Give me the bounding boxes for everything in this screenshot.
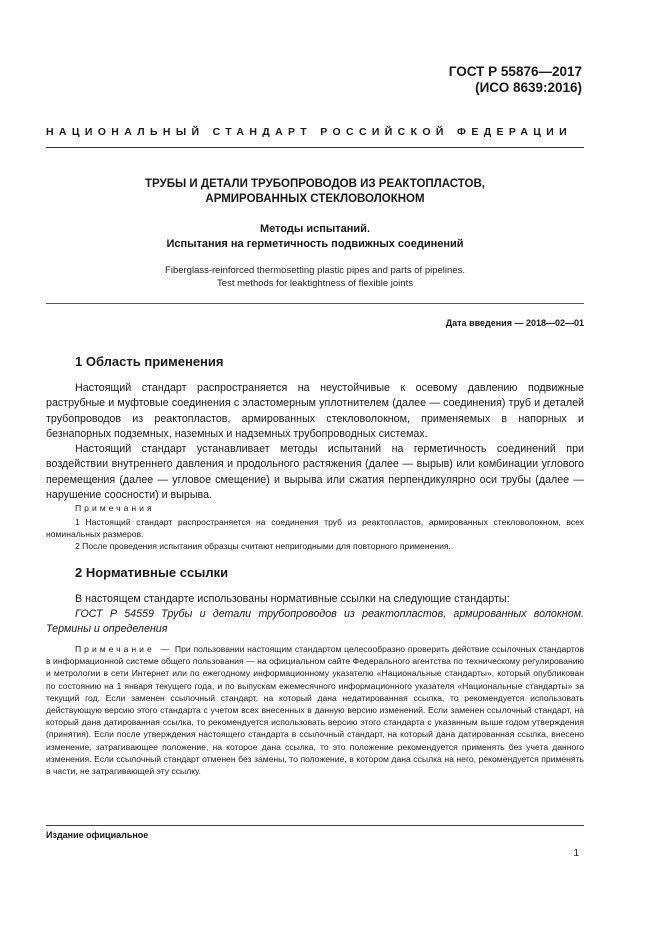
title-divider <box>46 303 584 304</box>
subtitle-line-2: Испытания на герметичность подвижных соединений <box>166 238 464 250</box>
section-2-note <box>46 643 584 777</box>
standard-number: ГОСТ Р 55876—2017 <box>448 64 582 79</box>
edition-label: Издание официальное <box>46 830 149 840</box>
document-subtitle <box>46 222 584 252</box>
intro-date: Дата введения — 2018—02—01 <box>445 318 584 328</box>
section-2-note-label: Примечание — <box>75 644 173 654</box>
title-line-1: ТРУБЫ И ДЕТАЛИ ТРУБОПРОВОДОВ ИЗ РЕАКТОПЛАСТОВ, <box>145 178 485 190</box>
notes-label-text: Примечания <box>75 503 155 513</box>
section-2-paragraph-1: В настоящем стандарте использованы нормативные ссылки на следующие стандарты: <box>75 593 510 605</box>
national-standard-banner: НАЦИОНАЛЬНЫЙ СТАНДАРТ РОССИЙСКОЙ ФЕДЕРАЦИИ <box>46 126 573 138</box>
document-title <box>46 177 584 207</box>
section-1-heading: 1 Область применения <box>75 354 224 369</box>
standard-id-block <box>449 64 582 96</box>
normative-reference <box>46 607 584 638</box>
iso-reference: (ИСО 8639:2016) <box>475 80 582 95</box>
english-title-line-2: Test methods for leaktightness of flexible joints <box>217 278 413 289</box>
section-1-paragraph-1: Настоящий стандарт распространяется на неустойчивые к осевому давлению подвижные раструбные и муфтовые соединения с эластомерным уплотнителем (далее — соединения) труб и деталей трубопроводов из реактопластов, армированных стекловолокном, применяемых в напорных и безнапорных подземных, наземных и надземных трубопроводных системах. <box>46 382 584 440</box>
note-1: 1 Настоящий стандарт распространяется на соединения труб из реактопластов, армированных стекловолокном, всех номинальных размеров. <box>46 517 584 540</box>
subtitle-line-1: Методы испытаний. <box>259 223 371 235</box>
section-1-paragraph-2: Настоящий стандарт устанавливает методы испытаний на герметичность соединений при воздействии внутреннего давления и продольного растяжения (далее — вырыв) или комбинации углового перемещения (далее — угловое смещение) и вырыва или сжатия перпендикулярно оси трубы (далее — нарушение соосности) и вырыва. <box>46 443 584 501</box>
note-2: 2 После проведения испытания образцы считают непригодными для повторного применения. <box>75 541 451 551</box>
footer-divider <box>46 825 584 826</box>
title-line-2: АРМИРОВАННЫХ СТЕКЛОВОЛОКНОМ <box>205 193 425 205</box>
notes-label <box>75 502 584 514</box>
section-2-heading: 2 Нормативные ссылки <box>75 565 229 580</box>
english-title <box>46 264 584 290</box>
english-title-line-1: Fiberglass-reinforced thermosetting plastic pipes and parts of pipelines. <box>165 265 465 276</box>
header-divider <box>46 147 584 148</box>
page-number: 1 <box>573 848 579 859</box>
normative-reference-text: ГОСТ Р 54559 Трубы и детали трубопроводов из реактопластов, армированных волокном. Термины и определения <box>46 608 584 636</box>
section-2-note-text: При пользовании настоящим стандартом целесообразно проверить действие ссылочных стандартов в информационной системе общего пользования — на официальном сайте Федерального агентства по техническому регулированию и метрологии в сети Интернет или по ежегодному информационному указателю «Национальные стандарты», который опубликован по состоянию на 1 января текущего года, и по выпускам ежемесячного информационного указателя «Национальные стандарты» за текущий год. Если заменен ссылочный стандарт, на который дана недатированная ссылка, то рекомендуется использовать действующую версию этого стандарта с учетом всех внесенных в данную версию изменений. Если заменен ссылочный стандарт, на который дана датированная ссылка, то рекомендуется использовать версию этого стандарта с указанным выше годом утверждения (принятия). Если после утверждения настоящего стандарта в ссылочный стандарт, на который дана датированная ссылка, внесено изменение, затрагивающее положение, на которое дана ссылка, то это положение рекомендуется применять без учета данного изменения. Если ссылочный стандарт отменен без замены, то положение, в котором дана ссылка на него, рекомендуется применять в части, не затрагивающей эту ссылку. <box>46 644 585 777</box>
